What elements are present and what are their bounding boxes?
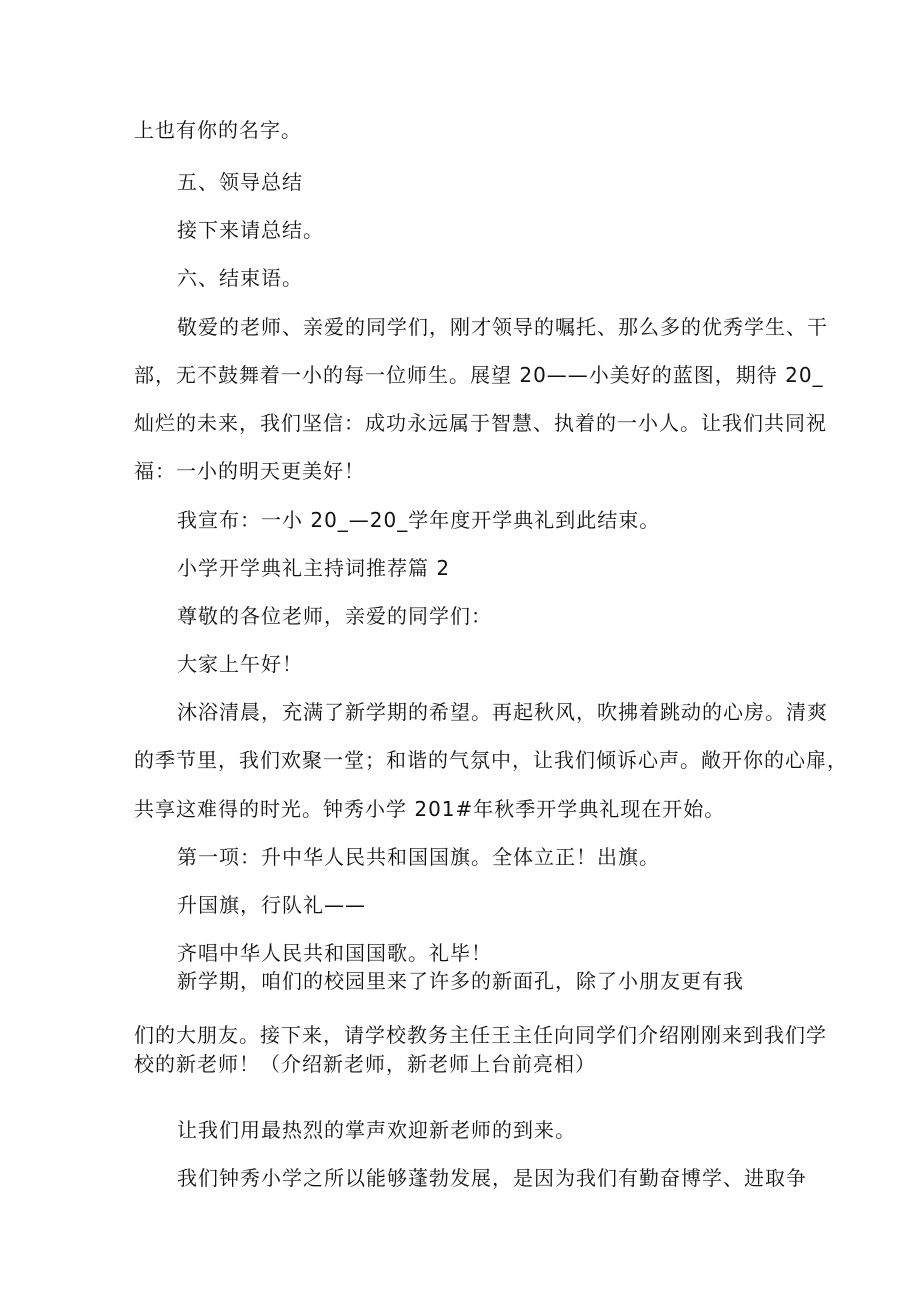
paragraph-line: 上也有你的名字。: [134, 118, 302, 142]
paragraph-line: 齐唱中华人民共和国国歌。礼毕！: [177, 941, 492, 965]
paragraph-line: 部，无不鼓舞着一小的每一位师生。展望 20——小美好的蓝图，期待 20_: [134, 363, 824, 387]
section-heading: 六、结束语。: [177, 266, 303, 290]
paragraph-line: 升国旗，行队礼——: [177, 893, 366, 917]
paragraph-line: 新学期，咱们的校园里来了许多的新面孔，除了小朋友更有我: [177, 969, 744, 993]
paragraph-line: 敬爱的老师、亲爱的同学们，刚才领导的嘱托、那么多的优秀学生、干: [177, 315, 828, 339]
paragraph-line: 的季节里，我们欢聚一堂；和谐的气氛中，让我们倾诉心声。敞开你的心扉，: [134, 748, 848, 772]
paragraph-line: 第一项：升中华人民共和国国旗。全体立正！出旗。: [177, 845, 660, 869]
section-heading: 五、领导总结: [177, 170, 303, 194]
paragraph-line: 灿烂的未来，我们坚信：成功永远属于智慧、执着的一小人。让我们共同祝: [134, 411, 827, 435]
paragraph-line: 让我们用最热烈的掌声欢迎新老师的到来。: [177, 1118, 576, 1142]
paragraph-line: 校的新老师！（介绍新老师，新老师上台前亮相）: [134, 1052, 596, 1076]
paragraph-line: 我们钟秀小学之所以能够蓬勃发展，是因为我们有勤奋博学、进取争: [177, 1166, 807, 1190]
paragraph-line: 共享这难得的时光。钟秀小学 201#年秋季开学典礼现在开始。: [134, 797, 726, 821]
paragraph-line: 们的大朋友。接下来，请学校教务主任王主任向同学们介绍刚刚来到我们学: [134, 1023, 827, 1047]
paragraph-line: 接下来请总结。: [177, 218, 324, 242]
paragraph-line: 我宣布：一小 20_—20_学年度开学典礼到此结束。: [177, 508, 661, 532]
paragraph-line: 大家上午好！: [177, 652, 303, 676]
paragraph-line: 福：一小的明天更美好！: [134, 459, 365, 483]
article-title: 小学开学典礼主持词推荐篇 2: [177, 556, 451, 580]
paragraph-line: 尊敬的各位老师，亲爱的同学们：: [177, 604, 492, 628]
paragraph-line: 沐浴清晨，充满了新学期的希望。再起秋风，吹拂着跳动的心房。清爽: [177, 700, 828, 724]
